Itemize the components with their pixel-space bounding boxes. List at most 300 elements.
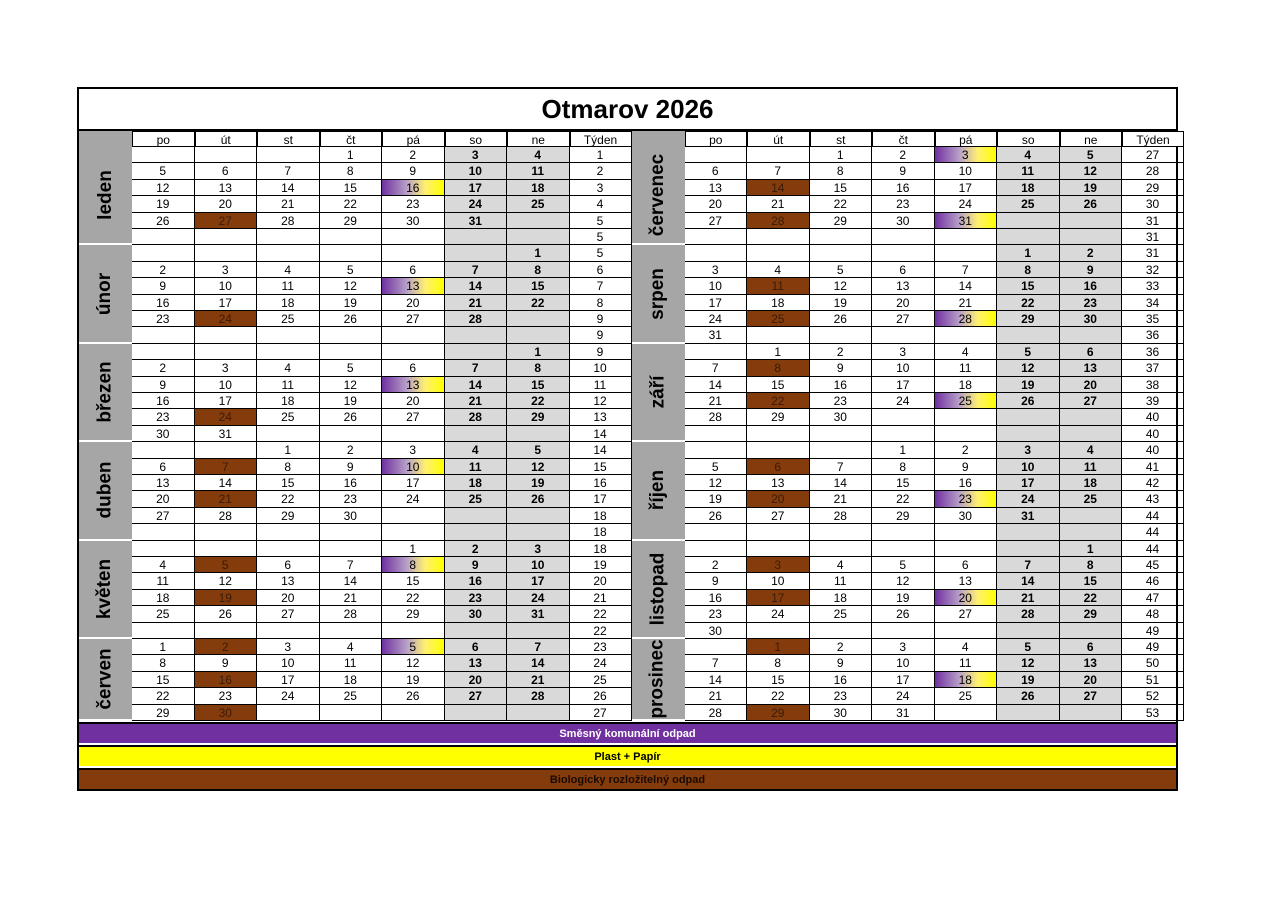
day-cell: 5 <box>997 639 1060 655</box>
day-cell: 28 <box>445 311 508 327</box>
day-cell: 6 <box>382 262 445 278</box>
day-cell: 6 <box>445 639 508 655</box>
day-cell: 7 <box>445 360 508 376</box>
day-cell: 15 <box>507 278 570 294</box>
day-cell <box>257 229 320 245</box>
day-cell: 20 <box>1060 672 1123 688</box>
day-header: so <box>997 131 1060 147</box>
week-number: 19 <box>570 557 632 573</box>
day-cell: 29 <box>1060 606 1123 622</box>
day-cell: 22 <box>747 393 810 409</box>
day-cell: 17 <box>195 393 258 409</box>
day-cell <box>872 623 935 639</box>
day-cell: 17 <box>872 672 935 688</box>
day-cell: 24 <box>445 196 508 212</box>
day-cell: 9 <box>382 163 445 179</box>
day-cell <box>195 344 258 360</box>
day-cell: 17 <box>685 295 748 311</box>
day-cell: 4 <box>1060 442 1123 458</box>
day-cell: 20 <box>195 196 258 212</box>
week-number: 39 <box>1122 393 1184 409</box>
day-cell: 13 <box>257 573 320 589</box>
day-cell <box>132 442 195 458</box>
day-cell <box>685 344 748 360</box>
day-cell: 6 <box>747 459 810 475</box>
day-cell <box>445 705 508 721</box>
day-cell: 2 <box>810 639 873 655</box>
day-cell: 30 <box>320 508 383 524</box>
day-cell: 28 <box>685 409 748 425</box>
week-number: 6 <box>570 262 632 278</box>
day-cell: 22 <box>132 688 195 704</box>
day-cell: 29 <box>997 311 1060 327</box>
day-cell: 20 <box>872 295 935 311</box>
day-cell: 16 <box>320 475 383 491</box>
day-cell: 31 <box>195 426 258 442</box>
week-number: 33 <box>1122 278 1184 294</box>
day-cell: 1 <box>997 245 1060 261</box>
header-month-blank <box>79 131 132 147</box>
week-number: 28 <box>1122 163 1184 179</box>
day-cell <box>810 623 873 639</box>
day-cell <box>382 327 445 343</box>
day-cell: 1 <box>257 442 320 458</box>
week-number: 52 <box>1122 688 1184 704</box>
day-cell: 12 <box>132 180 195 196</box>
day-cell: 6 <box>685 163 748 179</box>
day-cell <box>445 344 508 360</box>
day-cell <box>810 245 873 261</box>
day-cell: 5 <box>132 163 195 179</box>
day-cell <box>382 229 445 245</box>
day-cell: 24 <box>195 311 258 327</box>
day-cell <box>320 623 383 639</box>
day-cell: 27 <box>1060 393 1123 409</box>
day-cell: 10 <box>747 573 810 589</box>
calendar-sheet <box>77 87 1178 791</box>
day-cell: 25 <box>747 311 810 327</box>
day-cell <box>507 426 570 442</box>
day-cell <box>810 541 873 557</box>
day-cell: 10 <box>685 278 748 294</box>
week-number: 26 <box>570 688 632 704</box>
week-number: 32 <box>1122 262 1184 278</box>
day-cell <box>195 623 258 639</box>
day-cell <box>257 147 320 163</box>
day-cell: 18 <box>132 590 195 606</box>
day-cell: 30 <box>935 508 998 524</box>
day-cell: 3 <box>445 147 508 163</box>
day-cell: 9 <box>810 360 873 376</box>
day-cell: 26 <box>1060 196 1123 212</box>
week-number: 24 <box>570 655 632 671</box>
day-cell: 26 <box>997 393 1060 409</box>
week-number: 8 <box>570 295 632 311</box>
day-cell: 19 <box>810 295 873 311</box>
day-cell: 10 <box>195 278 258 294</box>
day-cell: 23 <box>382 196 445 212</box>
day-cell: 17 <box>997 475 1060 491</box>
day-cell: 22 <box>1060 590 1123 606</box>
month-name: červenec <box>647 153 668 237</box>
day-cell: 24 <box>872 393 935 409</box>
day-cell: 10 <box>195 377 258 393</box>
day-cell: 22 <box>872 491 935 507</box>
day-header: st <box>810 131 873 147</box>
month-name: prosinec <box>647 639 669 719</box>
day-cell: 6 <box>935 557 998 573</box>
day-cell <box>382 524 445 540</box>
day-cell <box>257 327 320 343</box>
week-number: 9 <box>570 311 632 327</box>
day-cell <box>132 524 195 540</box>
day-cell: 15 <box>810 180 873 196</box>
day-header: út <box>747 131 810 147</box>
day-cell: 3 <box>747 557 810 573</box>
week-number: 16 <box>570 475 632 491</box>
day-cell <box>445 245 508 261</box>
day-cell <box>132 147 195 163</box>
day-cell <box>445 524 508 540</box>
day-cell <box>810 442 873 458</box>
week-number: 18 <box>570 508 632 524</box>
day-cell: 23 <box>320 491 383 507</box>
day-cell: 18 <box>810 590 873 606</box>
day-cell: 28 <box>747 213 810 229</box>
day-cell: 4 <box>320 639 383 655</box>
week-number: 34 <box>1122 295 1184 311</box>
day-cell: 19 <box>997 672 1060 688</box>
week-number: 14 <box>570 426 632 442</box>
day-cell: 31 <box>445 213 508 229</box>
day-cell: 15 <box>747 672 810 688</box>
day-cell: 14 <box>445 377 508 393</box>
day-cell: 12 <box>997 360 1060 376</box>
week-number: 44 <box>1122 508 1184 524</box>
day-cell: 8 <box>997 262 1060 278</box>
day-cell: 11 <box>810 573 873 589</box>
day-cell: 25 <box>257 311 320 327</box>
day-cell: 9 <box>132 377 195 393</box>
week-number: 3 <box>570 180 632 196</box>
day-cell: 28 <box>935 311 998 327</box>
month-name: listopad <box>647 552 668 626</box>
day-cell: 11 <box>257 278 320 294</box>
day-cell <box>747 327 810 343</box>
day-cell: 27 <box>685 213 748 229</box>
month-label <box>79 147 132 245</box>
day-cell: 23 <box>810 688 873 704</box>
day-cell <box>257 705 320 721</box>
day-cell: 14 <box>935 278 998 294</box>
day-cell <box>997 623 1060 639</box>
day-cell: 31 <box>685 327 748 343</box>
day-header: po <box>132 131 195 147</box>
day-cell <box>1060 508 1123 524</box>
week-number: 5 <box>570 213 632 229</box>
day-cell: 19 <box>195 590 258 606</box>
month-label <box>632 245 685 343</box>
day-cell: 22 <box>810 196 873 212</box>
day-cell: 30 <box>445 606 508 622</box>
day-cell: 7 <box>257 163 320 179</box>
month-name: březen <box>94 361 116 423</box>
day-cell: 19 <box>997 377 1060 393</box>
day-cell: 25 <box>935 688 998 704</box>
day-cell: 10 <box>997 459 1060 475</box>
day-cell: 10 <box>382 459 445 475</box>
day-cell: 4 <box>507 147 570 163</box>
day-cell: 22 <box>997 295 1060 311</box>
day-cell: 11 <box>1060 459 1123 475</box>
day-cell: 21 <box>320 590 383 606</box>
day-cell: 24 <box>382 491 445 507</box>
week-number: 41 <box>1122 459 1184 475</box>
week-number: 46 <box>1122 573 1184 589</box>
day-cell <box>257 344 320 360</box>
day-cell: 14 <box>997 573 1060 589</box>
day-cell: 25 <box>997 196 1060 212</box>
day-cell <box>747 147 810 163</box>
day-cell: 7 <box>507 639 570 655</box>
day-cell: 19 <box>872 590 935 606</box>
week-number: 43 <box>1122 491 1184 507</box>
day-cell <box>445 508 508 524</box>
day-cell: 20 <box>382 393 445 409</box>
day-cell <box>997 426 1060 442</box>
day-cell: 29 <box>382 606 445 622</box>
day-cell: 30 <box>810 409 873 425</box>
day-cell: 17 <box>935 180 998 196</box>
day-cell: 15 <box>382 573 445 589</box>
day-cell <box>810 426 873 442</box>
day-cell <box>872 245 935 261</box>
day-cell: 21 <box>685 393 748 409</box>
day-cell: 23 <box>195 688 258 704</box>
day-cell: 19 <box>507 475 570 491</box>
day-header: út <box>195 131 258 147</box>
week-number: 12 <box>570 393 632 409</box>
day-cell: 17 <box>872 377 935 393</box>
day-cell: 12 <box>195 573 258 589</box>
day-cell: 27 <box>1060 688 1123 704</box>
day-cell <box>685 541 748 557</box>
day-cell: 1 <box>747 639 810 655</box>
day-cell <box>507 508 570 524</box>
day-cell: 2 <box>1060 245 1123 261</box>
day-cell <box>685 245 748 261</box>
day-cell <box>382 623 445 639</box>
day-cell: 8 <box>132 655 195 671</box>
day-cell: 26 <box>320 409 383 425</box>
day-cell <box>685 639 748 655</box>
day-cell: 23 <box>445 590 508 606</box>
week-number: 29 <box>1122 180 1184 196</box>
day-cell: 2 <box>445 541 508 557</box>
day-cell: 3 <box>195 360 258 376</box>
day-cell <box>935 245 998 261</box>
day-cell: 2 <box>132 262 195 278</box>
week-number: 4 <box>570 196 632 212</box>
day-cell <box>935 327 998 343</box>
day-cell: 5 <box>507 442 570 458</box>
day-cell: 22 <box>747 688 810 704</box>
day-cell: 31 <box>507 606 570 622</box>
day-cell: 23 <box>872 196 935 212</box>
day-cell: 2 <box>132 360 195 376</box>
day-cell: 8 <box>382 557 445 573</box>
day-cell: 26 <box>195 606 258 622</box>
day-cell <box>747 245 810 261</box>
day-cell <box>810 327 873 343</box>
day-cell <box>257 541 320 557</box>
legend-item: Směsný komunální odpad <box>79 722 1176 743</box>
day-cell: 14 <box>685 672 748 688</box>
month-label <box>632 344 685 442</box>
day-header: ne <box>507 131 570 147</box>
day-cell: 16 <box>195 672 258 688</box>
day-cell: 1 <box>747 344 810 360</box>
day-cell: 7 <box>685 655 748 671</box>
day-cell: 11 <box>997 163 1060 179</box>
day-cell: 26 <box>685 508 748 524</box>
day-cell: 7 <box>810 459 873 475</box>
month-name: leden <box>94 170 116 220</box>
week-number: 44 <box>1122 524 1184 540</box>
day-cell: 24 <box>935 196 998 212</box>
day-cell <box>872 229 935 245</box>
week-number: 50 <box>1122 655 1184 671</box>
week-number: 49 <box>1122 639 1184 655</box>
day-cell: 4 <box>810 557 873 573</box>
day-cell: 12 <box>685 475 748 491</box>
week-number: 36 <box>1122 327 1184 343</box>
day-cell: 22 <box>507 393 570 409</box>
week-number: 53 <box>1122 705 1184 721</box>
day-cell <box>747 623 810 639</box>
day-cell <box>935 623 998 639</box>
day-cell: 23 <box>685 606 748 622</box>
day-cell: 11 <box>507 163 570 179</box>
page-title: Otmarov 2026 <box>79 89 1176 131</box>
day-cell <box>685 442 748 458</box>
day-cell: 17 <box>445 180 508 196</box>
day-cell: 30 <box>685 623 748 639</box>
day-cell <box>382 344 445 360</box>
day-cell <box>935 409 998 425</box>
day-cell: 18 <box>1060 475 1123 491</box>
day-cell: 24 <box>685 311 748 327</box>
week-number: 40 <box>1122 426 1184 442</box>
day-cell: 25 <box>935 393 998 409</box>
day-cell: 29 <box>747 409 810 425</box>
day-cell: 23 <box>935 491 998 507</box>
day-cell: 20 <box>1060 377 1123 393</box>
day-cell: 6 <box>1060 639 1123 655</box>
day-cell: 19 <box>1060 180 1123 196</box>
day-cell: 15 <box>997 278 1060 294</box>
day-cell: 4 <box>445 442 508 458</box>
week-number: 49 <box>1122 623 1184 639</box>
day-cell <box>257 426 320 442</box>
day-cell: 28 <box>257 213 320 229</box>
day-cell: 18 <box>257 393 320 409</box>
day-cell: 26 <box>320 311 383 327</box>
day-cell: 12 <box>810 278 873 294</box>
day-cell <box>997 229 1060 245</box>
day-cell: 6 <box>382 360 445 376</box>
day-cell: 9 <box>195 655 258 671</box>
day-cell: 23 <box>132 311 195 327</box>
day-cell: 2 <box>935 442 998 458</box>
day-cell: 7 <box>445 262 508 278</box>
month-name: srpen <box>647 267 668 320</box>
day-cell <box>320 229 383 245</box>
day-cell: 21 <box>445 393 508 409</box>
day-cell: 18 <box>935 377 998 393</box>
day-cell: 16 <box>382 180 445 196</box>
week-number: 25 <box>570 672 632 688</box>
week-number: 23 <box>570 639 632 655</box>
day-cell: 2 <box>810 344 873 360</box>
day-cell: 23 <box>810 393 873 409</box>
day-cell: 12 <box>320 377 383 393</box>
day-cell: 10 <box>507 557 570 573</box>
day-cell: 20 <box>132 491 195 507</box>
day-cell <box>935 229 998 245</box>
day-cell: 20 <box>935 590 998 606</box>
week-number: 42 <box>1122 475 1184 491</box>
week-number: 48 <box>1122 606 1184 622</box>
day-cell: 24 <box>997 491 1060 507</box>
day-cell <box>320 524 383 540</box>
day-cell: 30 <box>1060 311 1123 327</box>
day-cell <box>507 524 570 540</box>
day-cell: 5 <box>320 360 383 376</box>
day-cell <box>935 524 998 540</box>
day-cell: 13 <box>1060 360 1123 376</box>
day-cell <box>445 229 508 245</box>
day-cell: 24 <box>507 590 570 606</box>
day-cell: 8 <box>810 163 873 179</box>
day-cell: 13 <box>935 573 998 589</box>
day-cell: 10 <box>935 163 998 179</box>
day-cell: 8 <box>507 262 570 278</box>
day-cell <box>507 327 570 343</box>
day-cell: 14 <box>257 180 320 196</box>
day-cell: 25 <box>507 196 570 212</box>
week-number: 22 <box>570 623 632 639</box>
day-cell: 24 <box>195 409 258 425</box>
day-cell: 19 <box>132 196 195 212</box>
day-cell: 1 <box>1060 541 1123 557</box>
day-cell: 27 <box>382 311 445 327</box>
day-header: čt <box>872 131 935 147</box>
day-cell: 13 <box>1060 655 1123 671</box>
day-cell: 29 <box>747 705 810 721</box>
day-cell: 14 <box>685 377 748 393</box>
day-cell <box>747 229 810 245</box>
day-cell: 27 <box>195 213 258 229</box>
day-cell <box>320 327 383 343</box>
week-number: 5 <box>570 229 632 245</box>
day-cell: 26 <box>872 606 935 622</box>
day-cell: 15 <box>747 377 810 393</box>
month-label <box>79 639 132 721</box>
day-cell: 3 <box>872 639 935 655</box>
day-cell <box>382 426 445 442</box>
week-number: 36 <box>1122 344 1184 360</box>
